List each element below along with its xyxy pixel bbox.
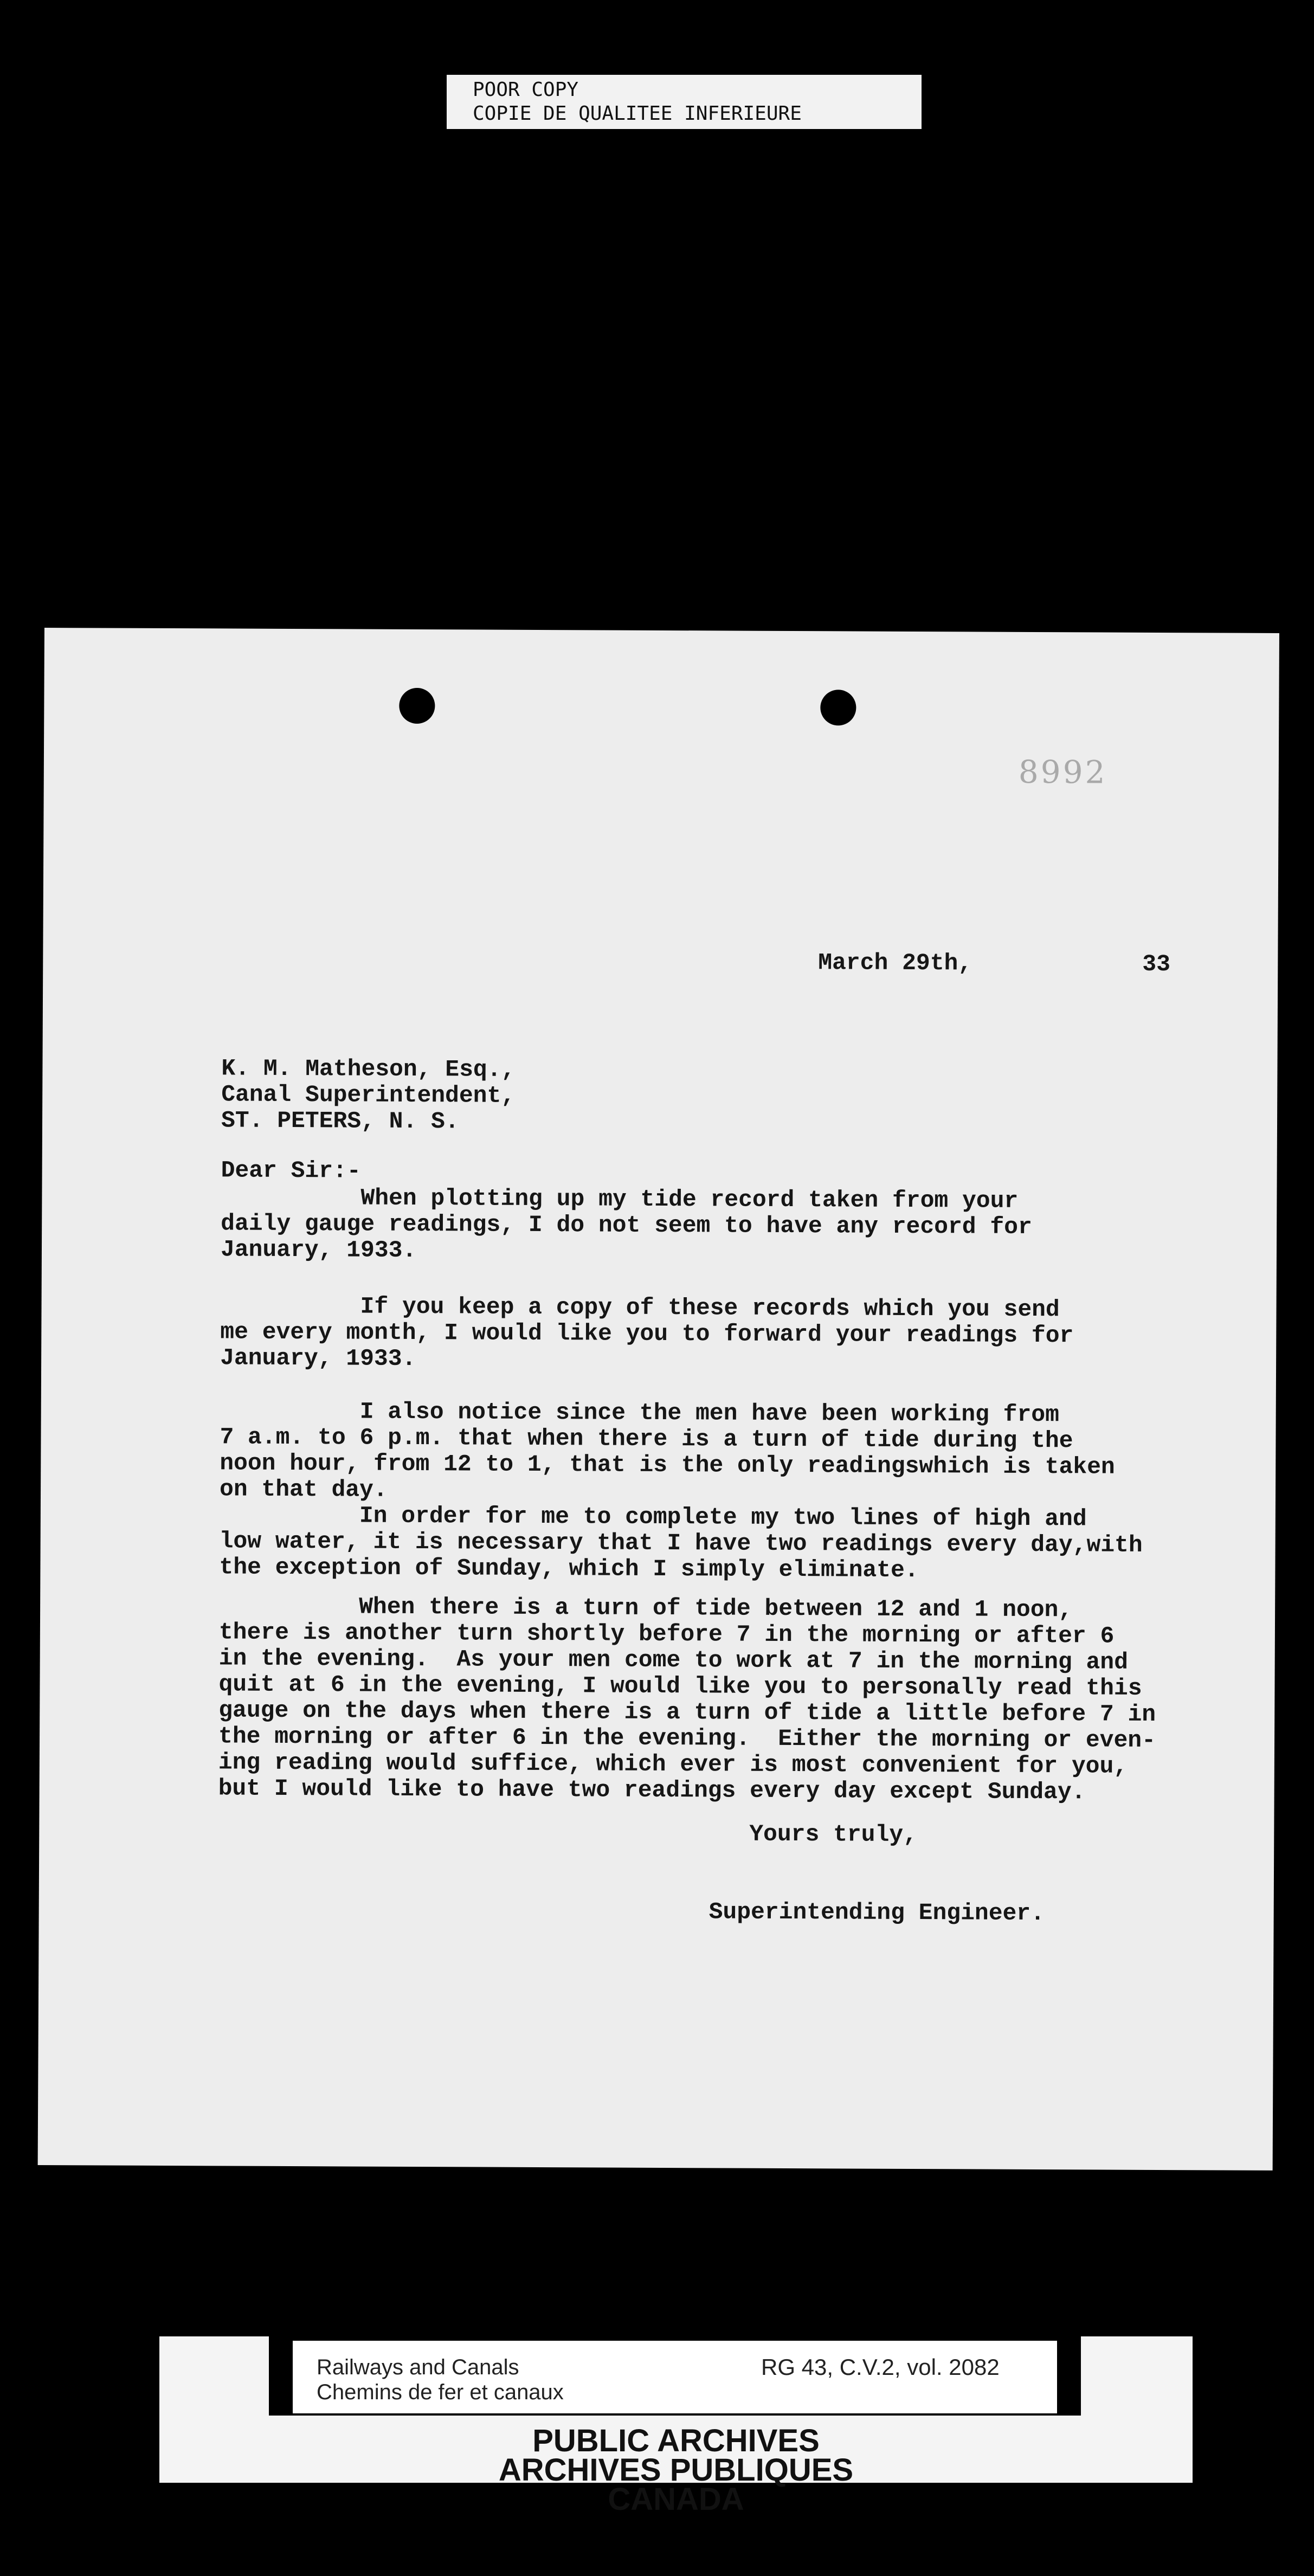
recipient-address bbox=[221, 1055, 516, 1135]
letter-date: March 29th, bbox=[818, 949, 972, 977]
letter-year: 33 bbox=[1142, 950, 1171, 978]
department-en: Railways and Canals bbox=[317, 2355, 519, 2379]
recipient-location: ST. PETERS, N. S. bbox=[221, 1107, 459, 1135]
archive-reference: RG 43, C.V.2, vol. 2082 bbox=[761, 2354, 1000, 2380]
punch-hole-right bbox=[820, 690, 856, 725]
signature-title: Superintending Engineer. bbox=[708, 1898, 1045, 1927]
department-names bbox=[317, 2355, 564, 2405]
paragraph-2: If you keep a copy of these records which you send me every month, I would like you to forward your readings for January, 1933. bbox=[220, 1292, 1074, 1373]
poor-copy-notice bbox=[447, 75, 922, 129]
archives-title bbox=[159, 2423, 1193, 2517]
poor-copy-label-en: POOR COPY bbox=[473, 79, 579, 101]
salutation: Dear Sir:- bbox=[221, 1157, 361, 1184]
poor-copy-label-fr: COPIE DE QUALITEE INFERIEURE bbox=[473, 102, 802, 125]
paragraph-4: In order for me to complete my two lines of high and low water, it is necessary that I have two readings every day,with the exception of Sunday, which I simply eliminate. bbox=[219, 1502, 1143, 1584]
department-fr: Chemins de fer et canaux bbox=[317, 2380, 564, 2404]
archives-name-en: PUBLIC ARCHIVES bbox=[532, 2423, 820, 2458]
recipient-name: K. M. Matheson, Esq., bbox=[221, 1055, 516, 1083]
archives-name-fr: ARCHIVES PUBLIQUES bbox=[498, 2452, 854, 2488]
file-stamp-number: 8992 bbox=[1018, 753, 1107, 791]
archive-reference-label bbox=[293, 2341, 1057, 2413]
punch-hole-left bbox=[399, 688, 435, 724]
paragraph-3: I also notice since the men have been working from 7 a.m. to 6 p.m. that when there is a turn of tide during the noon hour, from 12 to 1, that is the only readingswhich is taken on that day. bbox=[219, 1398, 1115, 1503]
closing: Yours truly, bbox=[749, 1820, 918, 1849]
recipient-title: Canal Superintendent, bbox=[221, 1081, 516, 1109]
archives-country: CANADA bbox=[608, 2482, 744, 2517]
paragraph-5: When there is a turn of tide between 12 and 1 noon, there is another turn shortly before 7 in the morning or after 6 in the evening. As your men come to work at 7 in the morning and quit at 6 in the evening, I would like you to personally read this gauge on the days when there is a turn of tide a little before 7 in the morning or after 6 in the evening. Either the morning or even- ing reading would suffice, which ever is most convenient for you, but I would like to have two readings every day except Sunday. bbox=[218, 1593, 1156, 1806]
letter-page bbox=[38, 628, 1279, 2171]
paragraph-1: When plotting up my tide record taken from your daily gauge readings, I do not seem to have any record for January, 1933. bbox=[220, 1184, 1032, 1264]
